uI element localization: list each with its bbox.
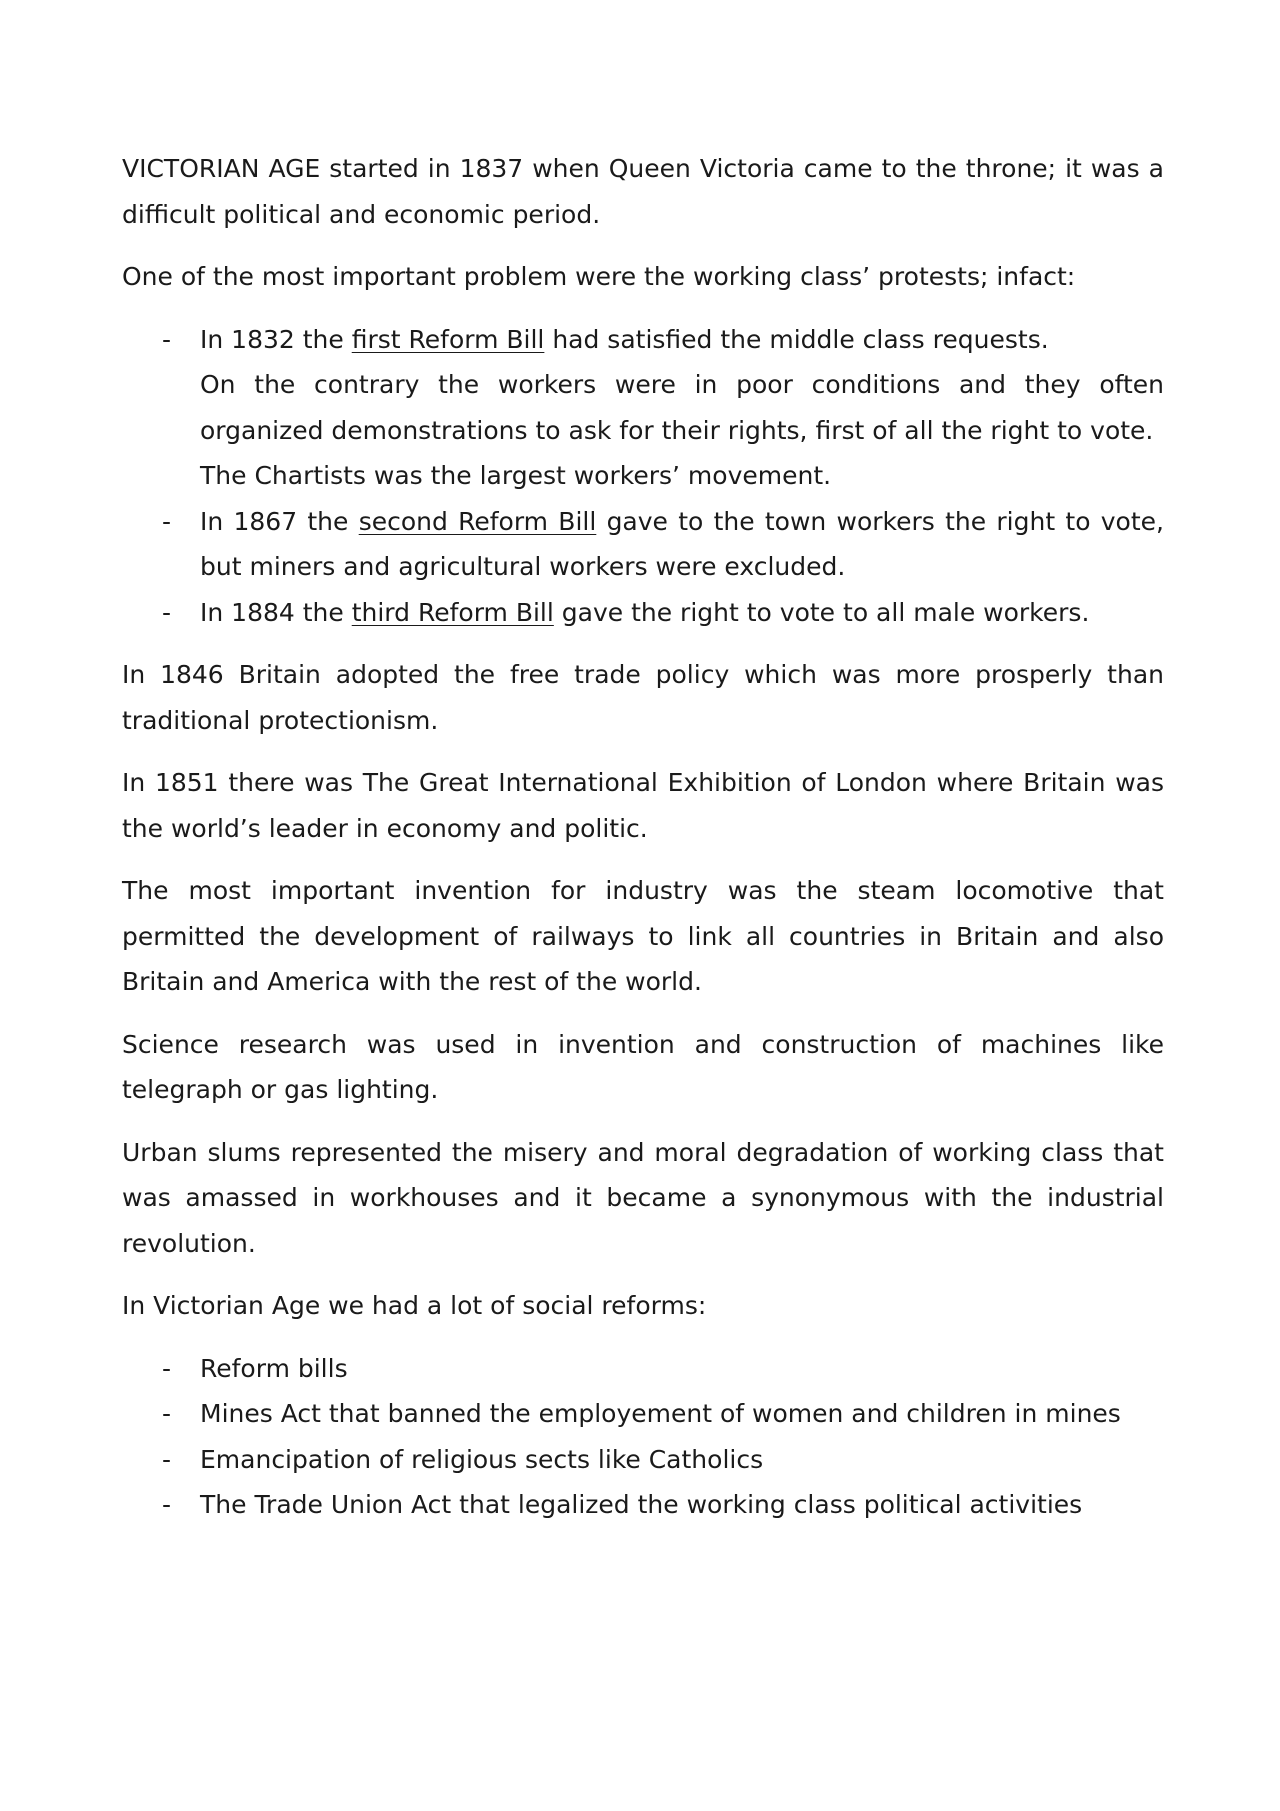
paragraph-great-exhibition: In 1851 there was The Great International Exhibition of London where Britain was the world’s leader in economy and politic. xyxy=(122,768,1164,843)
paragraph-steam-locomotive: The most important invention for industry was the steam locomotive that permitted the development of railways to link all countries in Britain and also Britain and America with the rest of the world. xyxy=(122,876,1164,996)
list-item-line xyxy=(200,590,1164,636)
list-item-emancipation xyxy=(122,1437,1164,1483)
paragraph-social-reforms-intro: In Victorian Age we had a lot of social reforms: xyxy=(122,1291,707,1320)
reform-bills-list xyxy=(122,317,1164,636)
text-prefix: In 1867 the xyxy=(200,506,359,536)
list-item-line xyxy=(200,317,1164,363)
list-item-line xyxy=(200,499,1164,590)
underlined-first-reform-bill: first Reform Bill xyxy=(351,324,545,354)
list-item-text: The Trade Union Act that legalized the working class political activities xyxy=(200,1490,1083,1519)
list-item-mines-act xyxy=(122,1391,1164,1437)
list-dash: - xyxy=(162,1490,172,1519)
list-dash: - xyxy=(162,597,172,627)
text-suffix: gave the right to vote to all male workers. xyxy=(553,597,1090,627)
document-page xyxy=(122,146,1164,1545)
paragraph-free-trade: In 1846 Britain adopted the free trade policy which was more prosperly than traditional protectionism. xyxy=(122,660,1164,735)
list-item-reform-bills xyxy=(122,1346,1164,1392)
list-item-trade-union-act xyxy=(122,1482,1164,1528)
text-prefix: In 1884 the xyxy=(200,597,352,627)
list-item-text: Reform bills xyxy=(200,1353,348,1383)
list-item-text: Emancipation of religious sects like Catholics xyxy=(200,1444,764,1474)
text-suffix: gave to the town workers the right to vote, but miners and agricultural workers were excluded. xyxy=(200,506,1164,581)
paragraph-urban-slums: Urban slums represented the misery and moral degradation of working class that was amassed in workhouses and it became a synonymous with the industrial revolution. xyxy=(122,1137,1164,1258)
paragraph-working-class-protests: One of the most important problem were the working class’ protests; infact: xyxy=(122,262,1076,291)
list-dash: - xyxy=(162,324,172,354)
list-item-continuation-workers: On the contrary the workers were in poor conditions and they often organized demonstrations to ask for their rights, first of all the right to vote. xyxy=(200,370,1164,445)
list-item-text: Mines Act that banned the employement of women and children in mines xyxy=(200,1399,1121,1428)
social-reforms-list xyxy=(122,1346,1164,1528)
list-dash: - xyxy=(162,1444,172,1474)
list-item-second-reform-bill xyxy=(122,499,1164,590)
underlined-second-reform-bill: second Reform Bill xyxy=(358,506,597,536)
text-suffix: had satisfied the middle class requests. xyxy=(544,324,1049,354)
list-item-continuation-chartists: The Chartists was the largest workers’ movement. xyxy=(200,461,832,490)
list-item-third-reform-bill xyxy=(122,590,1164,636)
underlined-third-reform-bill: third Reform Bill xyxy=(351,597,554,627)
list-dash: - xyxy=(162,1353,172,1383)
list-item-first-reform-bill xyxy=(122,317,1164,499)
list-dash: - xyxy=(162,506,172,536)
paragraph-victorian-age-intro: VICTORIAN AGE started in 1837 when Queen Victoria came to the throne; it was a difficult political and economic period. xyxy=(122,154,1164,229)
list-dash: - xyxy=(162,1399,172,1428)
text-prefix: In 1832 the xyxy=(200,324,352,354)
paragraph-science-research: Science research was used in invention and construction of machines like telegraph or gas lighting. xyxy=(122,1029,1164,1104)
